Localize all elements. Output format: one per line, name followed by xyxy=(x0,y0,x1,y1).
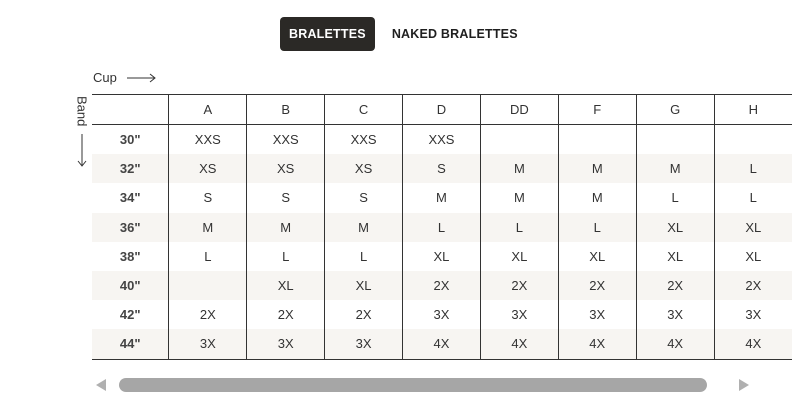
size-cell: XL xyxy=(558,242,636,271)
size-cell: XS xyxy=(247,154,325,183)
size-cell: 3X xyxy=(480,300,558,329)
size-cell: M xyxy=(558,183,636,212)
size-cell: 2X xyxy=(247,300,325,329)
size-cell: XL xyxy=(636,213,714,242)
table-row xyxy=(92,125,792,155)
size-cell: M xyxy=(636,154,714,183)
size-cell: 3X xyxy=(247,329,325,359)
band-size-cell: 34" xyxy=(119,190,141,206)
tab-naked-bralettes[interactable]: NAKED BRALETTES xyxy=(391,27,518,41)
size-cell xyxy=(480,125,558,155)
cup-axis-label xyxy=(93,70,157,85)
size-table xyxy=(92,94,792,360)
table-row xyxy=(92,183,792,212)
size-cell: S xyxy=(403,154,481,183)
size-cell xyxy=(169,271,247,300)
size-cell: L xyxy=(247,242,325,271)
column-header: C xyxy=(325,95,403,125)
table-row xyxy=(92,154,792,183)
column-header: B xyxy=(247,95,325,125)
size-cell: XL xyxy=(325,271,403,300)
size-cell: 4X xyxy=(636,329,714,359)
horizontal-scrollbar[interactable] xyxy=(95,375,750,395)
column-header: DD xyxy=(480,95,558,125)
size-cell: XL xyxy=(636,242,714,271)
band-size-cell: 32" xyxy=(119,161,141,177)
scrollbar-thumb[interactable] xyxy=(119,378,707,392)
size-cell: 2X xyxy=(325,300,403,329)
size-cell: L xyxy=(480,213,558,242)
column-header: F xyxy=(558,95,636,125)
column-header: A xyxy=(169,95,247,125)
size-cell: 4X xyxy=(403,329,481,359)
scrollbar-track[interactable] xyxy=(119,378,725,392)
table-row xyxy=(92,213,792,242)
size-cell: L xyxy=(558,213,636,242)
size-cell: 4X xyxy=(558,329,636,359)
size-cell: L xyxy=(325,242,403,271)
size-cell: XXS xyxy=(325,125,403,155)
size-cell: XL xyxy=(714,242,792,271)
column-header: G xyxy=(636,95,714,125)
band-size-cell: 38" xyxy=(119,248,141,264)
size-cell: XL xyxy=(480,242,558,271)
size-cell: 2X xyxy=(636,271,714,300)
size-cell: 3X xyxy=(558,300,636,329)
band-label-text: Band xyxy=(74,96,90,127)
size-cell: 3X xyxy=(325,329,403,359)
tab-bralettes[interactable]: BRALETTES xyxy=(280,17,375,51)
column-header: D xyxy=(403,95,481,125)
size-chart-tabs xyxy=(280,17,527,51)
size-cell: S xyxy=(325,183,403,212)
size-cell: XXS xyxy=(247,125,325,155)
size-cell: M xyxy=(480,183,558,212)
column-header: H xyxy=(714,95,792,125)
size-cell xyxy=(714,125,792,155)
size-cell: 3X xyxy=(403,300,481,329)
size-cell: M xyxy=(247,213,325,242)
size-cell: XL xyxy=(403,242,481,271)
size-cell: XL xyxy=(247,271,325,300)
size-cell xyxy=(558,125,636,155)
size-cell: 3X xyxy=(169,329,247,359)
size-cell: 3X xyxy=(636,300,714,329)
table-row xyxy=(92,271,792,300)
arrow-right-icon xyxy=(127,73,157,83)
size-cell: L xyxy=(636,183,714,212)
size-cell: 2X xyxy=(403,271,481,300)
table-row xyxy=(92,300,792,329)
band-size-cell: 30" xyxy=(119,132,141,148)
size-cell: 4X xyxy=(480,329,558,359)
size-table-viewport[interactable] xyxy=(92,94,762,367)
table-row xyxy=(92,242,792,271)
size-cell: M xyxy=(403,183,481,212)
band-size-cell: 42" xyxy=(119,307,141,323)
size-cell: S xyxy=(247,183,325,212)
size-cell: M xyxy=(169,213,247,242)
size-cell: XL xyxy=(714,213,792,242)
band-size-cell: 36" xyxy=(119,219,141,235)
size-cell: M xyxy=(325,213,403,242)
band-size-cell: 40" xyxy=(119,278,141,294)
size-cell: S xyxy=(169,183,247,212)
band-size-cell: 44" xyxy=(92,329,169,359)
band-axis-label xyxy=(74,96,90,168)
size-cell: L xyxy=(714,154,792,183)
size-cell: L xyxy=(169,242,247,271)
size-cell: L xyxy=(714,183,792,212)
size-cell: M xyxy=(480,154,558,183)
size-cell: 2X xyxy=(714,271,792,300)
size-cell: XXS xyxy=(169,125,247,155)
size-cell: 2X xyxy=(169,300,247,329)
size-cell: XS xyxy=(169,154,247,183)
cup-label-text: Cup xyxy=(93,70,117,85)
size-cell xyxy=(636,125,714,155)
arrow-down-icon xyxy=(77,134,87,168)
size-cell: 2X xyxy=(480,271,558,300)
size-cell: XXS xyxy=(403,125,481,155)
size-cell: 2X xyxy=(558,271,636,300)
size-cell: 4X xyxy=(714,329,792,359)
size-cell: M xyxy=(558,154,636,183)
size-cell: 3X xyxy=(714,300,792,329)
caret-left-icon[interactable] xyxy=(95,379,107,391)
size-cell: L xyxy=(403,213,481,242)
table-corner-cell xyxy=(92,95,169,125)
size-cell: XS xyxy=(325,154,403,183)
table-row xyxy=(92,329,792,359)
table-header-row xyxy=(92,95,792,125)
caret-right-icon[interactable] xyxy=(738,379,750,391)
